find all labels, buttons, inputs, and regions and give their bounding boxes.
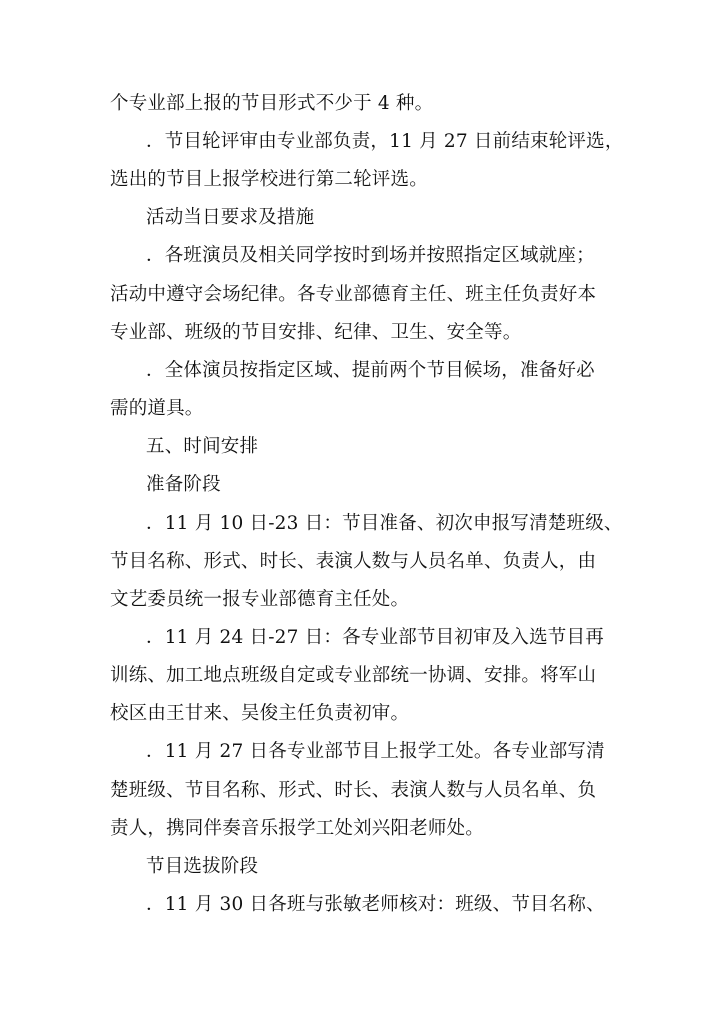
body-text-line: 需的道具。 — [110, 398, 204, 419]
body-text-line: ．11 月 10 日-23 日：节目准备、初次申报写清楚班级、 — [146, 513, 623, 534]
body-text-line: 文艺委员统一报专业部德育主任处。 — [110, 589, 410, 610]
body-text-line: ．11 月 27 日各专业部节目上报学工处。各专业部写清 — [146, 741, 605, 762]
section-heading: 节目选拔阶段 — [146, 856, 259, 877]
body-text-line: ．11 月 30 日各班与张敏老师核对：班级、节目名称、 — [146, 894, 605, 915]
body-text-line: 选出的节目上报学校进行第二轮评选。 — [110, 169, 428, 190]
section-heading: 活动当日要求及措施 — [146, 207, 315, 228]
body-text-line: 楚班级、节目名称、形式、时长、表演人数与人员名单、负 — [110, 780, 597, 801]
body-text-line: 个专业部上报的节目形式不少于 4 种。 — [110, 93, 434, 114]
body-text-line: ．11 月 24 日-27 日：各专业部节目初审及入选节目再 — [146, 627, 604, 648]
body-text-line: 校区由王甘来、吴俊主任负责初审。 — [110, 703, 410, 724]
body-text-line: 责人，携同伴奏音乐报学工处刘兴阳老师处。 — [110, 818, 485, 839]
section-heading: 五、时间安排 — [146, 436, 259, 457]
body-text-line: 专业部、班级的节目安排、纪律、卫生、安全等。 — [110, 322, 522, 343]
body-text-line: ．各班演员及相关同学按时到场并按照指定区域就座； — [146, 245, 595, 266]
body-text-line: 节目名称、形式、时长、表演人数与人员名单、负责人，由 — [110, 551, 597, 572]
body-text-line: ．节目轮评审由专业部负责，11 月 27 日前结束轮评选， — [146, 131, 624, 152]
body-text-line: 活动中遵守会场纪律。各专业部德育主任、班主任负责好本 — [110, 284, 597, 305]
body-text-line: 训练、加工地点班级自定或专业部统一协调、安排。将军山 — [110, 665, 597, 686]
body-text-line: ．全体演员按指定区域、提前两个节目候场，准备好必 — [146, 360, 595, 381]
section-heading: 准备阶段 — [146, 474, 221, 495]
